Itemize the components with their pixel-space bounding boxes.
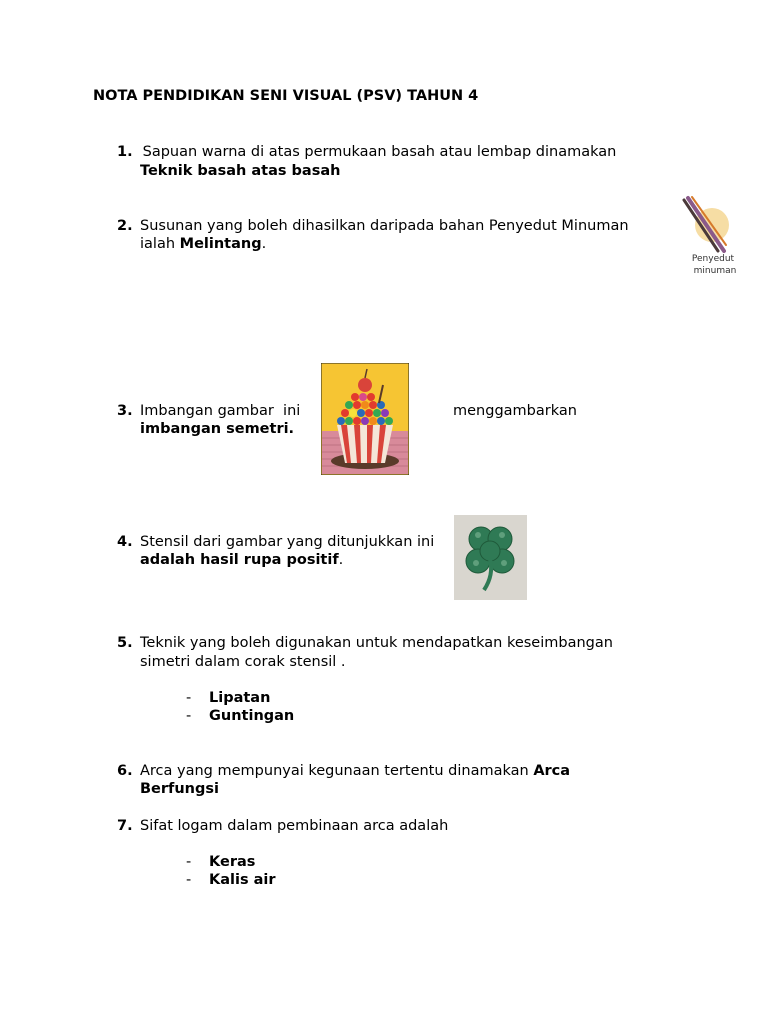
straw-logo-label-2: minuman	[693, 266, 737, 276]
item-number-1: 1.	[117, 144, 133, 160]
clover-stencil-image	[454, 515, 527, 600]
bullet-marker: -	[186, 854, 192, 870]
item-number-5: 5.	[117, 635, 133, 651]
item-3-line1-right: menggambarkan	[453, 403, 577, 419]
bullet-marker: -	[186, 872, 192, 888]
item-2-line1: Susunan yang boleh dihasilkan daripada bahan Penyedut Minuman	[140, 218, 629, 234]
item-4-line2: adalah hasil rupa positif.	[140, 552, 344, 568]
item-number-6: 6.	[117, 763, 133, 779]
straw-logo-image	[682, 195, 744, 277]
item-2-line2: ialah Melintang.	[140, 236, 267, 252]
item-number-4: 4.	[117, 534, 133, 550]
cupcake-image	[321, 363, 409, 475]
item-number-7: 7.	[117, 818, 133, 834]
item-4-line1: Stensil dari gambar yang ditunjukkan ini	[140, 534, 435, 550]
page-title: NOTA PENDIDIKAN SENI VISUAL (PSV) TAHUN 4	[93, 88, 479, 104]
drinking-straw-icon	[682, 195, 744, 277]
item-5-bullet-2: Guntingan	[209, 708, 295, 724]
item-3-line2: imbangan semetri.	[140, 421, 295, 437]
item-5-bullet-1: Lipatan	[209, 690, 271, 706]
item-7-bullet-1: Keras	[209, 854, 256, 870]
item-3-line1-left: Imbangan gambar ini	[140, 403, 301, 419]
straw-logo-label-1: Penyedut	[691, 254, 735, 264]
item-number-2: 2.	[117, 218, 133, 234]
item-6-line1: Arca yang mempunyai kegunaan tertentu dinamakan Arca	[140, 763, 571, 779]
item-5-line2: simetri dalam corak stensil .	[140, 654, 346, 670]
item-1-line1: Sapuan warna di atas permukaan basah atau lembap dinamakan	[138, 144, 617, 160]
item-number-3: 3.	[117, 403, 133, 419]
bullet-marker: -	[186, 690, 192, 706]
bullet-marker: -	[186, 708, 192, 724]
item-5-line1: Teknik yang boleh digunakan untuk mendapatkan keseimbangan	[140, 635, 613, 651]
item-1-line2: Teknik basah atas basah	[140, 163, 341, 179]
item-7-line1: Sifat logam dalam pembinaan arca adalah	[140, 818, 449, 834]
item-6-line2: Berfungsi	[140, 781, 219, 797]
item-7-bullet-2: Kalis air	[209, 872, 276, 888]
